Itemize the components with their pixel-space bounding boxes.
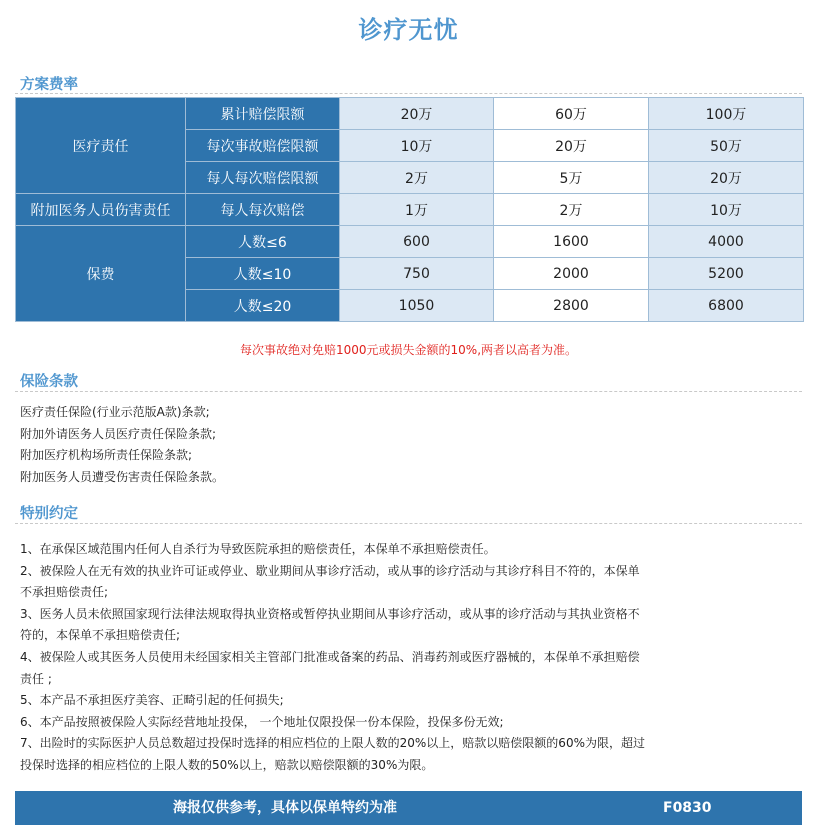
- section-divider: [15, 391, 802, 392]
- category-staff: 附加医务人员伤害责任: [16, 194, 186, 226]
- special-terms: [20, 539, 710, 777]
- table-cell: 2万: [494, 194, 649, 226]
- table-cell: 6800: [649, 290, 804, 322]
- table-row: [16, 98, 804, 130]
- footer-code: F0830: [663, 800, 712, 816]
- list-item: 附加外请医务人员医疗责任保险条款;: [20, 426, 217, 441]
- list-item: 6、本产品按照被保险人实际经营地址投保， 一个地址仅限投保一份本保险，投保多份无效;: [20, 714, 504, 729]
- table-cell: 2000: [494, 258, 649, 290]
- list-item: 附加医疗机构场所责任保险条款;: [20, 448, 193, 462]
- table-cell: 4000: [649, 226, 804, 258]
- deductible-note: 每次事故绝对免赔1000元或损失金额的10%,两者以高者为准。: [239, 343, 578, 357]
- section-heading-special: 特别约定: [20, 506, 78, 522]
- table-cell: 10万: [649, 194, 804, 226]
- table-cell: 60万: [494, 98, 649, 130]
- row-label: 每人每次赔偿: [186, 194, 340, 226]
- table-cell: 1万: [340, 194, 494, 226]
- section-heading-rates: 方案费率: [20, 77, 78, 93]
- row-label: 累计赔偿限额: [186, 98, 340, 130]
- table-cell: 20万: [494, 130, 649, 162]
- footer-disclaimer: 海报仅供参考，具体以保单特约为准: [173, 800, 397, 816]
- table-cell: 750: [340, 258, 494, 290]
- section-divider: [15, 523, 802, 524]
- list-item: 4、被保险人或其医务人员使用未经国家相关主管部门批准或备案的药品、消毒药剂或医疗器械的，本保单不承担赔偿: [20, 649, 640, 664]
- table-cell: 20万: [649, 162, 804, 194]
- list-item: 符的，本保单不承担赔偿责任;: [20, 628, 181, 643]
- clause-list: [20, 402, 224, 488]
- list-item: 2、被保险人在无有效的执业许可证或停业、歇业期间从事诊疗活动，或从事的诊疗活动与其诊疗科目不符的，本保单: [20, 563, 640, 578]
- list-item: 5、本产品不承担医疗美容、正畸引起的任何损失;: [20, 693, 284, 708]
- section-divider: [15, 93, 802, 94]
- table-cell: 2万: [340, 162, 494, 194]
- list-item: 附加医务人员遭受伤害责任保险条款。: [20, 469, 225, 484]
- list-item: 投保时选择的相应档位的上限人数的50%以上，赔款以赔偿限额的30%为限。: [20, 757, 434, 772]
- list-item: 7、出险时的实际医护人员总数超过投保时选择的相应档位的上限人数的20%以上，赔款以赔偿限额的60%为限，超过: [20, 736, 645, 751]
- table-cell: 1050: [340, 290, 494, 322]
- row-label: 每人每次赔偿限额: [186, 162, 340, 194]
- table-row: [16, 226, 804, 258]
- category-premium: 保费: [16, 226, 186, 322]
- section-heading-clauses: 保险条款: [20, 374, 78, 390]
- table-cell: 600: [340, 226, 494, 258]
- category-medical: 医疗责任: [16, 98, 186, 194]
- rate-table: [15, 97, 804, 322]
- table-cell: 50万: [649, 130, 804, 162]
- page-title: 诊疗无忧: [358, 16, 459, 44]
- table-cell: 20万: [340, 98, 494, 130]
- row-label: 人数≤6: [186, 226, 340, 258]
- row-label: 人数≤20: [186, 290, 340, 322]
- list-item: 责任 ;: [20, 671, 52, 686]
- table-cell: 1600: [494, 226, 649, 258]
- row-label: 每次事故赔偿限额: [186, 130, 340, 162]
- table-cell: 5万: [494, 162, 649, 194]
- list-item: 不承担赔偿责任;: [20, 585, 109, 600]
- table-row: [16, 194, 804, 226]
- table-cell: 10万: [340, 130, 494, 162]
- row-label: 人数≤10: [186, 258, 340, 290]
- table-cell: 100万: [649, 98, 804, 130]
- table-cell: 5200: [649, 258, 804, 290]
- list-item: 医疗责任保险(行业示范版A款)条款;: [20, 405, 210, 419]
- list-item: 3、医务人员未依照国家现行法律法规取得执业资格或暂停执业期间从事诊疗活动，或从事的诊疗活动与其执业资格不: [20, 606, 640, 621]
- footer-banner: [15, 791, 802, 825]
- table-cell: 2800: [494, 290, 649, 322]
- list-item: 1、在承保区域范围内任何人自杀行为导致医院承担的赔偿责任，本保单不承担赔偿责任。: [20, 542, 496, 556]
